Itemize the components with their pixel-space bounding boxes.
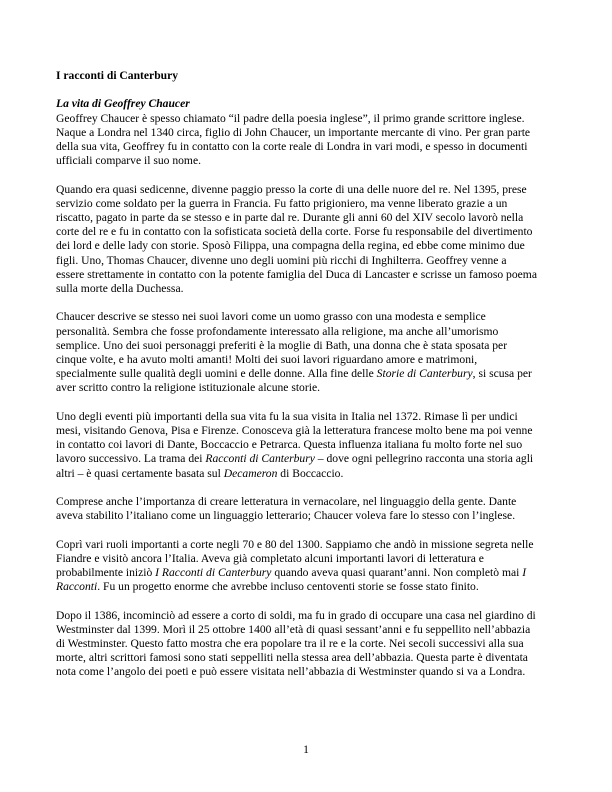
text-line: [56, 651, 562, 665]
text-line: [56, 509, 562, 523]
body-text: dei lord e delle lady con storie. Sposò Filippa, una compagna della regina, ed ebbe come minimo due: [56, 239, 525, 253]
italic-title-text: Racconti: [56, 580, 98, 594]
text-line: [56, 665, 562, 679]
body-text: aver scritto contro la religione istituzionale alcune storie.: [56, 381, 320, 395]
document-title: I racconti di Canterbury: [56, 69, 179, 82]
body-text: Fiandre e visitò ancora l’Italia. Aveva già completato alcuni importanti lavori di letteratura e: [56, 551, 484, 565]
text-line: [56, 353, 562, 367]
body-text: ufficiali comparve il suo nome.: [56, 154, 201, 168]
italic-title-text: I Racconti di Canterbury: [155, 566, 272, 580]
body-text: Geoffrey Chaucer è spesso chiamato “il padre della poesia inglese”, il primo grande scrittore inglese.: [56, 111, 525, 125]
body-text: cinque volte, e ha avuto molti amanti! Molti dei suoi lavori riguardano amore e matrimoni,: [56, 353, 478, 367]
paragraph: [56, 310, 562, 395]
text-line: [56, 211, 562, 225]
body-text: Quando era quasi sedicenne, divenne paggio presso la corte di una delle nuore del re. Nel 1395, prese: [56, 182, 527, 196]
text-line: [56, 552, 562, 566]
body-text: specialmente sulle qualità degli uomini e delle donne. Alla fine delle: [56, 367, 377, 381]
text-line: [56, 112, 562, 126]
body-text: Dopo il 1386, incominciò ad essere a corto di soldi, ma fu in grado di occupare una casa nel giardino di: [56, 608, 536, 622]
body-text: mesi, visitando Genova, Pisa e Firenze. Conosceva già la letteratura francese molto bene ma poi venne: [56, 424, 533, 438]
body-text: Coprì vari ruoli importanti a corte negli 70 e 80 del 1300. Sappiamo che andò in missione segreta nelle: [56, 537, 534, 551]
italic-title-text: Storie di Canterbury: [376, 367, 473, 381]
paragraph: [56, 112, 562, 169]
body-text: riscatto, pagato in parte da se stesso e in parte dal re. Durante gli anni 60 del XIV secolo lavorò nella: [56, 211, 524, 224]
text-line: [56, 126, 562, 140]
body-text: personalità. Sembra che fosse profondamente interessato alla religione, ma anche all’umorismo: [56, 324, 499, 338]
text-line: [56, 367, 562, 381]
body-text: , si scusa per: [472, 367, 532, 381]
body-text: di Boccaccio.: [277, 466, 344, 480]
body-text: lavoro successivo. La trama dei: [56, 452, 206, 466]
body-text: probabilmente iniziò: [56, 566, 156, 580]
paragraph: [56, 410, 562, 481]
body-text: di Westminster. Questo fatto mostra che era popolare tra il re e la corte. Nei secoli successivi alla sua: [56, 637, 524, 651]
body-text: Comprese anche l’importanza di creare letteratura in vernacolare, nel linguaggio della gente. Dante: [56, 495, 517, 509]
text-line: [56, 254, 562, 268]
paragraph-list: [56, 112, 562, 680]
text-line: [56, 325, 562, 339]
text-line: [56, 225, 562, 239]
body-text: morte, altri scrittori famosi sono stati seppelliti nella stessa area dell’abbazia. Questa parte è diventata: [56, 651, 528, 665]
body-text: – dove ogni pellegrino racconta una storia agli: [314, 452, 534, 466]
italic-title-text: I: [522, 566, 527, 580]
body-text: Uno degli eventi più importanti della sua vita fu la sua visita in Italia nel 1372. Rimase lì per undici: [56, 409, 518, 423]
text-line: [56, 381, 562, 395]
paragraph: [56, 183, 562, 297]
body-text: della sua vita, Geoffrey fu in contatto con la corte reale di Londra in vari modi, e spesso in documenti: [56, 140, 528, 153]
text-line: [56, 268, 562, 282]
text-line: [56, 154, 562, 168]
paragraph: [56, 538, 562, 595]
italic-title-text: Racconti di Canterbury: [205, 452, 315, 466]
text-line: [56, 424, 562, 438]
page-number: 1: [303, 743, 309, 756]
body-text: Westminster dal 1399. Morì il 25 ottobre 1400 all’età di quasi sessant’anni e fu seppellito nell’abbazia: [56, 622, 531, 636]
text-line: [56, 637, 562, 651]
body-text: in contatto coi lavori di Dante, Boccaccio e Petrarca. Questa influenza italiana fu molto forte nel suo: [56, 438, 523, 452]
paragraph: [56, 609, 562, 680]
body-text: servizio come soldato per la guerra in Francia. Fu fatto prigioniero, ma venne liberato grazie a un: [56, 196, 508, 210]
body-text: altri – è quasi certamente basata sul: [56, 466, 224, 480]
body-text: figli. Uno, Thomas Chaucer, divenne uno degli uomini più ricchi di Inghilterra. Geoffrey venne a: [56, 253, 507, 267]
body-text: semplice. Uno dei suoi personaggi preferiti è la moglie di Bath, una donna che è stata sposata per: [56, 338, 508, 352]
text-line: [56, 609, 562, 623]
text-line: [56, 183, 562, 197]
text-line: [56, 310, 562, 324]
italic-title-text: Decameron: [223, 466, 278, 480]
paragraph: [56, 495, 562, 523]
text-line: [56, 410, 562, 424]
body-text: Naque a Londra nel 1340 circa, figlio di John Chaucer, un importante mercante di vino. Per gran parte: [56, 125, 531, 139]
text-line: [56, 239, 562, 253]
text-line: [56, 452, 562, 466]
text-line: [56, 140, 562, 154]
text-line: [56, 566, 562, 580]
text-line: [56, 538, 562, 552]
section-heading: La vita di Geoffrey Chaucer: [56, 97, 190, 111]
body-text: quando aveva quasi quarant’anni. Non completò mai: [271, 566, 523, 580]
body-text: . Fu un progetto enorme che avrebbe incluso centoventi storie se fosse stato finito.: [97, 580, 479, 594]
text-line: [56, 495, 562, 509]
document-body: [56, 69, 562, 694]
text-line: [56, 339, 562, 353]
body-text: aveva stabilito l’italiano come un linguaggio letterario; Chaucer voleva fare lo stesso con l’inglese.: [56, 509, 516, 523]
body-text: corte del re e fu in contatto con la sofisticata società della corte. Forse fu responsabile del divertimento: [56, 225, 533, 239]
body-text: Chaucer descrive se stesso nei suoi lavori come un uomo grasso con una modesta e semplice: [56, 310, 486, 324]
body-text: essere strettamente in contatto con la potente famiglia del Duca di Lancaster e scrisse un famoso poema: [56, 267, 537, 281]
body-text: nota come l’angolo dei poeti e può essere visitata nell’abbazia di Westminster quando si va a Londra.: [56, 665, 526, 679]
text-line: [56, 623, 562, 637]
text-line: [56, 467, 562, 481]
text-line: [56, 438, 562, 452]
text-line: [56, 282, 562, 296]
body-text: sulla morte della Duchessa.: [56, 282, 184, 296]
text-line: [56, 580, 562, 594]
text-line: [56, 197, 562, 211]
